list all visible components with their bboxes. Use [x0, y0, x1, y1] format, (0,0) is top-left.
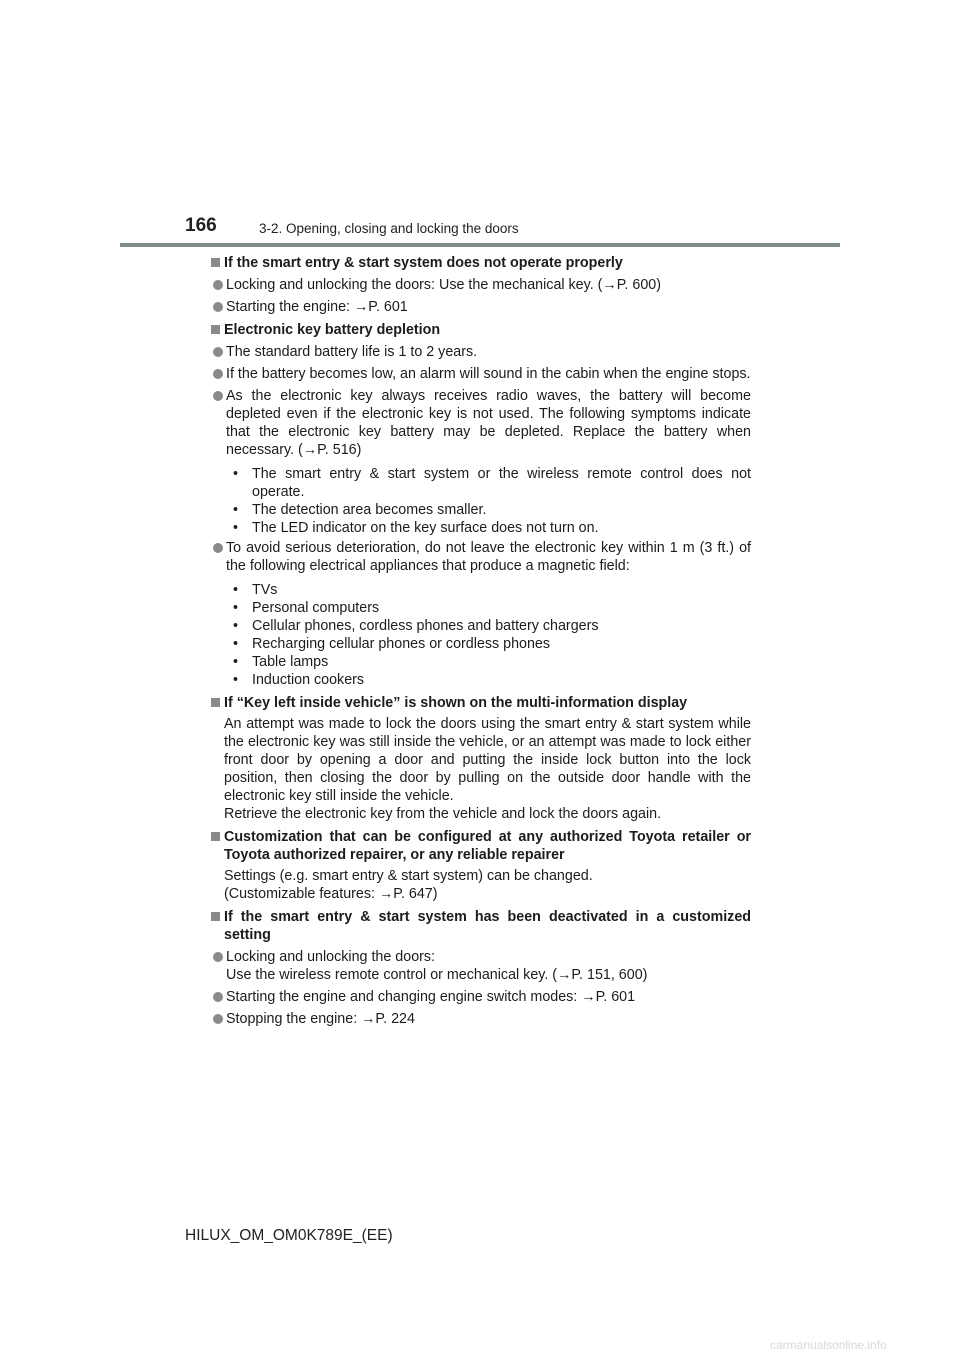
list-item — [211, 539, 751, 575]
bullet-text: Starting the engine and changing engine switch modes: →P. 601 — [226, 989, 636, 1005]
sub-list-item: • Induction cookers — [226, 671, 751, 689]
sub-list-item: • TVs — [226, 581, 751, 599]
sub-list-item: • The detection area becomes smaller. — [226, 501, 751, 519]
section-title: 3-2. Opening, closing and locking the doors — [259, 221, 519, 236]
list-item — [211, 387, 751, 459]
heading-text: Electronic key battery depletion — [224, 322, 441, 338]
bullet-text: Locking and unlocking the doors: Use the mechanical key. (→P. 600) — [226, 277, 661, 293]
bullet-continuation: Use the wireless remote control or mechanical key. (→P. 151, 600) — [226, 967, 648, 983]
bullet-text: The standard battery life is 1 to 2 years. — [226, 344, 478, 360]
section-heading — [211, 908, 751, 944]
sub-list-item: • Table lamps — [226, 653, 751, 671]
sub-list-item: • Cellular phones, cordless phones and battery chargers — [226, 617, 751, 635]
list-item — [211, 298, 751, 316]
circle-bullet-icon — [213, 992, 223, 1002]
bullet-text: Stopping the engine: →P. 224 — [226, 1011, 415, 1027]
paragraph: (Customizable features: →P. 647) — [224, 886, 438, 902]
sub-list-item: • The LED indicator on the key surface does not turn on. — [226, 519, 751, 537]
list-item — [211, 365, 751, 383]
circle-bullet-icon — [213, 302, 223, 312]
sub-list-item: • Personal computers — [226, 599, 751, 617]
bullet-text: To avoid serious deterioration, do not leave the electronic key within 1 m (3 ft.) of the following electrical appliances that produce a magnetic field: — [226, 540, 751, 574]
circle-bullet-icon — [213, 952, 223, 962]
section-heading — [211, 254, 751, 272]
list-item — [211, 1010, 751, 1028]
circle-bullet-icon — [213, 543, 223, 553]
watermark: carmanualsonline.info — [770, 1338, 887, 1352]
sub-list-item: • The smart entry & start system or the wireless remote control does not operate. — [226, 465, 751, 501]
footer-doc-id: HILUX_OM_OM0K789E_(EE) — [185, 1227, 393, 1244]
circle-bullet-icon — [213, 347, 223, 357]
square-bullet-icon — [211, 325, 220, 334]
paragraph: Retrieve the electronic key from the vehicle and lock the doors again. — [224, 806, 662, 822]
section-heading — [211, 321, 751, 339]
square-bullet-icon — [211, 258, 220, 267]
bullet-text: Starting the engine: →P. 601 — [226, 299, 408, 315]
list-item — [211, 988, 751, 1006]
list-item — [211, 276, 751, 294]
paragraph: An attempt was made to lock the doors using the smart entry & start system while the electronic key was still inside the vehicle, or an attempt was made to lock either front door by opening a door and putting the inside lock button into the lock position, then closing the door by pulling on the outside door handle with the electronic key still inside the vehicle. — [224, 716, 751, 804]
square-bullet-icon — [211, 912, 220, 921]
heading-text: If the smart entry & start system does not operate properly — [224, 255, 623, 271]
page-content — [211, 254, 751, 1028]
bullet-text: Locking and unlocking the doors: — [226, 949, 436, 965]
header-rule — [120, 243, 840, 247]
square-bullet-icon — [211, 832, 220, 841]
square-bullet-icon — [211, 698, 220, 707]
heading-text: If the smart entry & start system has been deactivated in a customized setting — [224, 909, 751, 943]
section-heading — [211, 694, 751, 712]
symptom-list — [226, 465, 751, 537]
heading-text: If “Key left inside vehicle” is shown on the multi-information display — [224, 695, 688, 711]
list-item — [211, 343, 751, 361]
list-item — [211, 948, 751, 984]
bullet-text: As the electronic key always receives radio waves, the battery will become depleted even if the electronic key is not used. The following symptoms indicate that the electronic key battery may be depleted. Replace the battery when necessary. (→P. 516) — [226, 388, 751, 458]
heading-text: Customization that can be configured at any authorized Toyota retailer or Toyota authorized repairer, or any reliable repairer — [224, 829, 751, 863]
sub-list-item: • Recharging cellular phones or cordless phones — [226, 635, 751, 653]
section-heading — [211, 828, 751, 864]
circle-bullet-icon — [213, 1014, 223, 1024]
appliance-list — [226, 581, 751, 689]
paragraph: Settings (e.g. smart entry & start system) can be changed. — [224, 868, 593, 884]
circle-bullet-icon — [213, 391, 223, 401]
circle-bullet-icon — [213, 280, 223, 290]
page-number: 166 — [185, 215, 217, 236]
circle-bullet-icon — [213, 369, 223, 379]
bullet-text: If the battery becomes low, an alarm will sound in the cabin when the engine stops. — [226, 366, 751, 382]
